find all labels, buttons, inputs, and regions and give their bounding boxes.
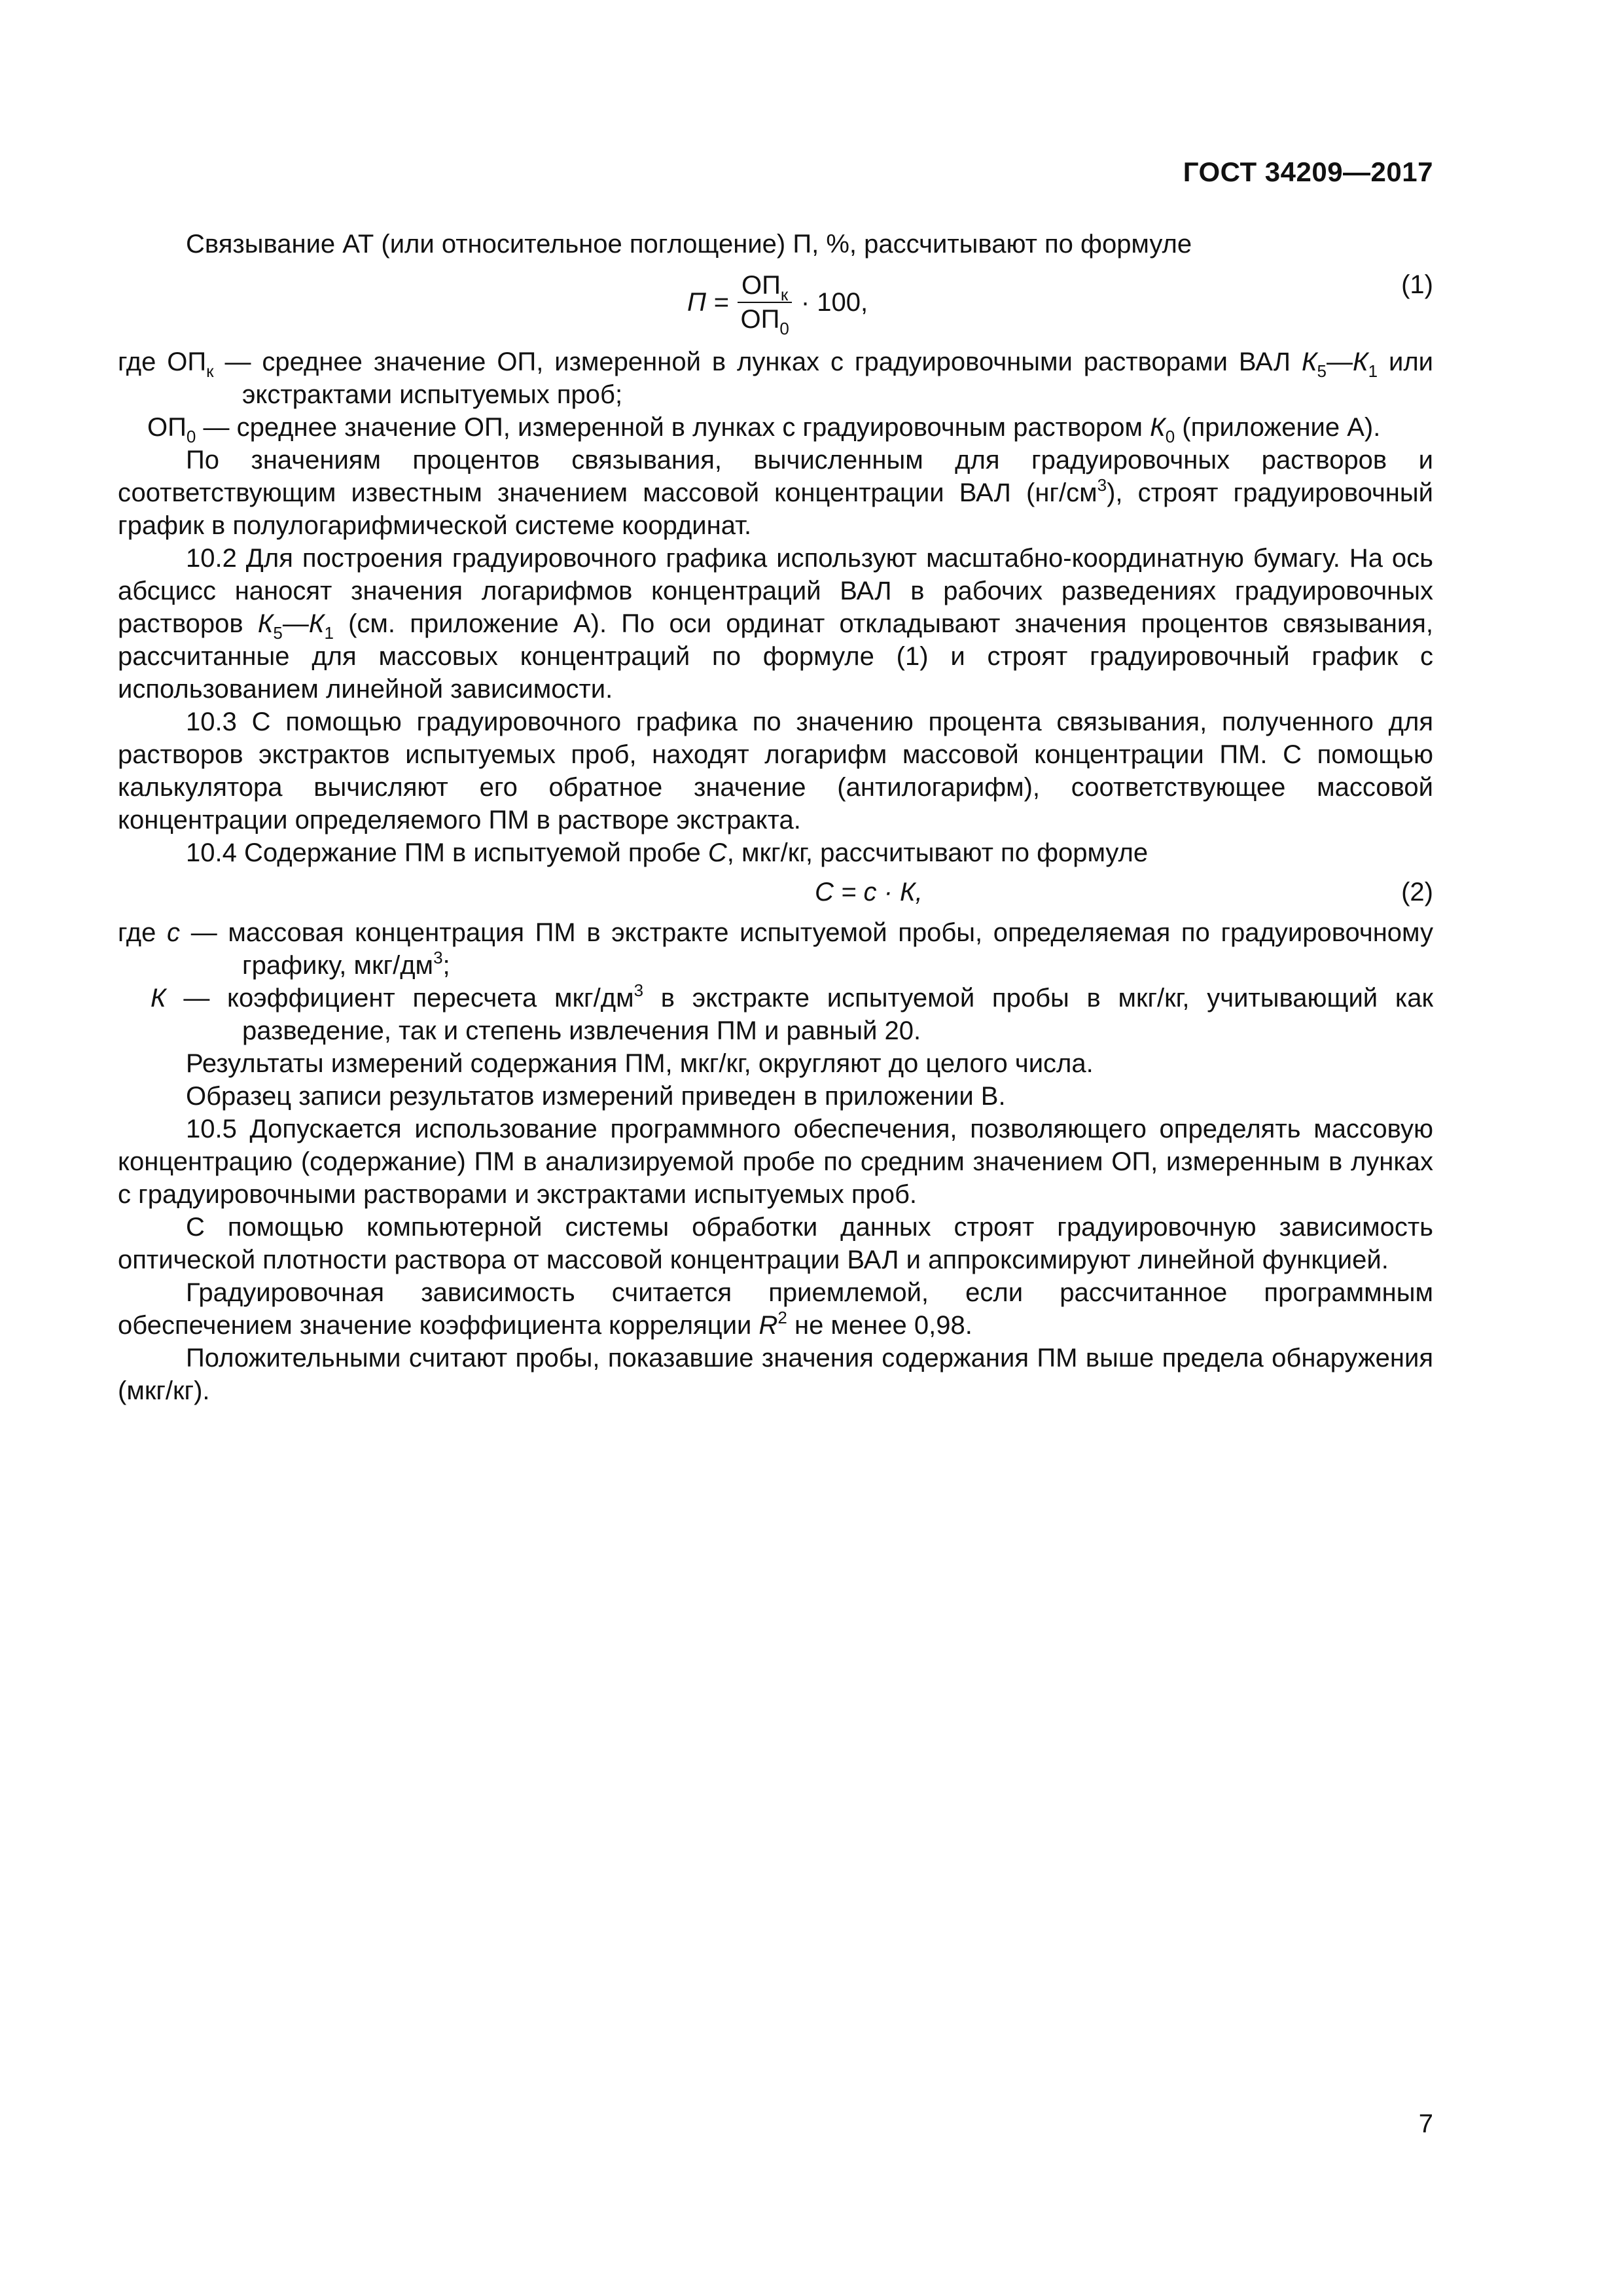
where-op-k-text: — среднее значение ОП, измеренной в лунках с градуировочными растворами ВАЛ bbox=[213, 348, 1302, 376]
where-c-sup: 3 bbox=[433, 948, 443, 967]
paragraph-calibration-values bbox=[118, 444, 1433, 542]
formula-1 bbox=[118, 266, 1433, 339]
where-op-k-dash: — bbox=[1327, 348, 1353, 376]
accept-r: R bbox=[758, 1311, 778, 1340]
paragraph-10-2 bbox=[118, 542, 1433, 706]
formula-1-numerator bbox=[738, 270, 792, 303]
where-k-text: — коэффициент пересчета мкг/дм bbox=[166, 984, 634, 1013]
values-text: По значениям процентов связывания, вычисленным для градуировочных растворов и соответствующим известным значением массовой концентрации ВАЛ (нг/см bbox=[118, 446, 1433, 507]
formula-1-lhs: П = bbox=[687, 288, 729, 317]
where-op-k-k1-sub: 1 bbox=[1368, 361, 1378, 381]
where-op-0-text2: (приложение А). bbox=[1175, 413, 1381, 442]
where-c-text: — массовая концентрация ПМ в экстракте испытуемой пробы, определяемая по градуировочному графику, мкг/дм bbox=[180, 918, 1434, 980]
where-k-sup: 3 bbox=[633, 980, 644, 1000]
where-k bbox=[118, 982, 1433, 1047]
where-k-symbol: К bbox=[151, 984, 166, 1013]
p104-text2: , мкг/кг, рассчитывают по формуле bbox=[726, 838, 1149, 867]
p102-k5-sub: 5 bbox=[273, 623, 283, 643]
where-op-0-sub: 0 bbox=[186, 427, 196, 446]
p102-text2: (см. приложение А). По оси ординат откладывают значения процентов связывания, рассчитанные для массовых концентраций по формуле (1) и строят градуировочный график с использованием линейной зависимости. bbox=[118, 609, 1434, 704]
where-op-k-k1: К bbox=[1353, 348, 1368, 376]
where-op-k-sub: к bbox=[206, 361, 214, 381]
where-c-text2: ; bbox=[442, 951, 450, 980]
paragraph-acceptance bbox=[118, 1276, 1433, 1342]
where-c bbox=[118, 916, 1433, 982]
formula-1-number: (1) bbox=[1401, 270, 1433, 299]
p102-k5: К bbox=[257, 609, 274, 638]
where-k-text2: в экстракте испытуемой пробы в мкг/кг, учитывающий как разведение, так и степень извлечения ПМ и равный 20. bbox=[242, 984, 1433, 1045]
paragraph-10-4 bbox=[118, 836, 1433, 869]
formula-1-den-sub: 0 bbox=[779, 319, 789, 338]
p104-c: С bbox=[707, 838, 727, 867]
accept-sup: 2 bbox=[777, 1308, 787, 1327]
where-op-0-prefix: ОП bbox=[147, 413, 187, 442]
p104-text: 10.4 Содержание ПМ в испытуемой пробе bbox=[186, 838, 708, 867]
paragraph-10-3: 10.3 С помощью градуировочного графика по значению процента связывания, полученного для растворов экстрактов испытуемых проб, находят логарифм массовой концентрации ПМ. С помощью калькулятора вычисляют его обратное значение (антилогарифм), соответствующее массовой концентрации определяемого ПМ в растворе экстракта. bbox=[118, 708, 1433, 834]
accept-text2: не менее 0,98. bbox=[787, 1311, 972, 1340]
paragraph-positive: Положительными считают пробы, показавшие значения содержания ПМ выше предела обнаружения (мкг/кг). bbox=[118, 1344, 1433, 1405]
formula-1-tail: · 100, bbox=[800, 288, 868, 317]
intro-text: Связывание АТ (или относительное поглощение) П, %, рассчитывают по формуле bbox=[186, 230, 1192, 259]
formula-1-den-text: ОП bbox=[740, 305, 780, 334]
paragraph-computer-system: С помощью компьютерной системы обработки данных строят градуировочную зависимость оптической плотности раствора от массовой концентрации ВАЛ и аппроксимируют линейной функцией. bbox=[118, 1213, 1433, 1274]
accept-text: Градуировочная зависимость считается приемлемой, если рассчитанное программным обеспечением значение коэффициента корреляции bbox=[118, 1278, 1433, 1340]
where-op-0 bbox=[118, 411, 1433, 444]
document-code-header: ГОСТ 34209—2017 bbox=[1183, 156, 1433, 187]
document-body bbox=[118, 228, 1433, 1407]
p102-text: 10.2 Для построения градуировочного графика используют масштабно-координатную бумагу. На ось абсцисс наносят значения логарифмов концентраций ВАЛ в рабочих разведениях градуировочных растворов bbox=[118, 544, 1433, 638]
intro-paragraph bbox=[118, 228, 1433, 260]
values-text2: ), строят градуировочный график в полулогарифмической системе координат. bbox=[118, 478, 1433, 540]
values-sup: 3 bbox=[1097, 475, 1107, 495]
where-c-prefix: где bbox=[118, 918, 168, 947]
where-op-k-text2: или экстрактами испытуемых проб; bbox=[242, 348, 1434, 409]
formula-2 bbox=[118, 873, 1433, 912]
where-op-k-k5-sub: 5 bbox=[1317, 361, 1327, 381]
formula-1-fraction bbox=[736, 270, 793, 338]
where-op-k-prefix: где ОП bbox=[118, 348, 207, 376]
paragraph-rounding: Результаты измерений содержания ПМ, мкг/кг, округляют до целого числа. bbox=[186, 1049, 1094, 1078]
p102-k1-sub: 1 bbox=[324, 623, 334, 643]
formula-2-number: (2) bbox=[1401, 878, 1433, 906]
where-op-0-k0-sub: 0 bbox=[1165, 427, 1175, 446]
where-c-symbol: с bbox=[167, 918, 181, 947]
formula-1-expression bbox=[687, 266, 868, 339]
p102-dash: — bbox=[282, 609, 309, 638]
where-op-k-k5: К bbox=[1301, 348, 1317, 376]
p102-k1: К bbox=[308, 609, 325, 638]
formula-1-num-sub: к bbox=[780, 285, 789, 304]
formula-1-num-text: ОП bbox=[741, 271, 781, 300]
page-number: 7 bbox=[1418, 2109, 1433, 2138]
formula-2-expression: С = с · К, bbox=[815, 878, 923, 906]
where-op-0-k0: К bbox=[1150, 413, 1166, 442]
paragraph-10-5: 10.5 Допускается использование программного обеспечения, позволяющего определять массовую концентрацию (содержание) ПМ в анализируемой пробе по средним значением ОП, измеренным в лунках с градуировочными растворами и экстрактами испытуемых проб. bbox=[118, 1115, 1433, 1209]
paragraph-sample: Образец записи результатов измерений приведен в приложении В. bbox=[186, 1082, 1006, 1111]
where-op-k bbox=[118, 346, 1433, 411]
where-op-0-text: — среднее значение ОП, измеренной в лунках с градуировочным раствором bbox=[196, 413, 1150, 442]
formula-1-denominator bbox=[736, 303, 793, 338]
